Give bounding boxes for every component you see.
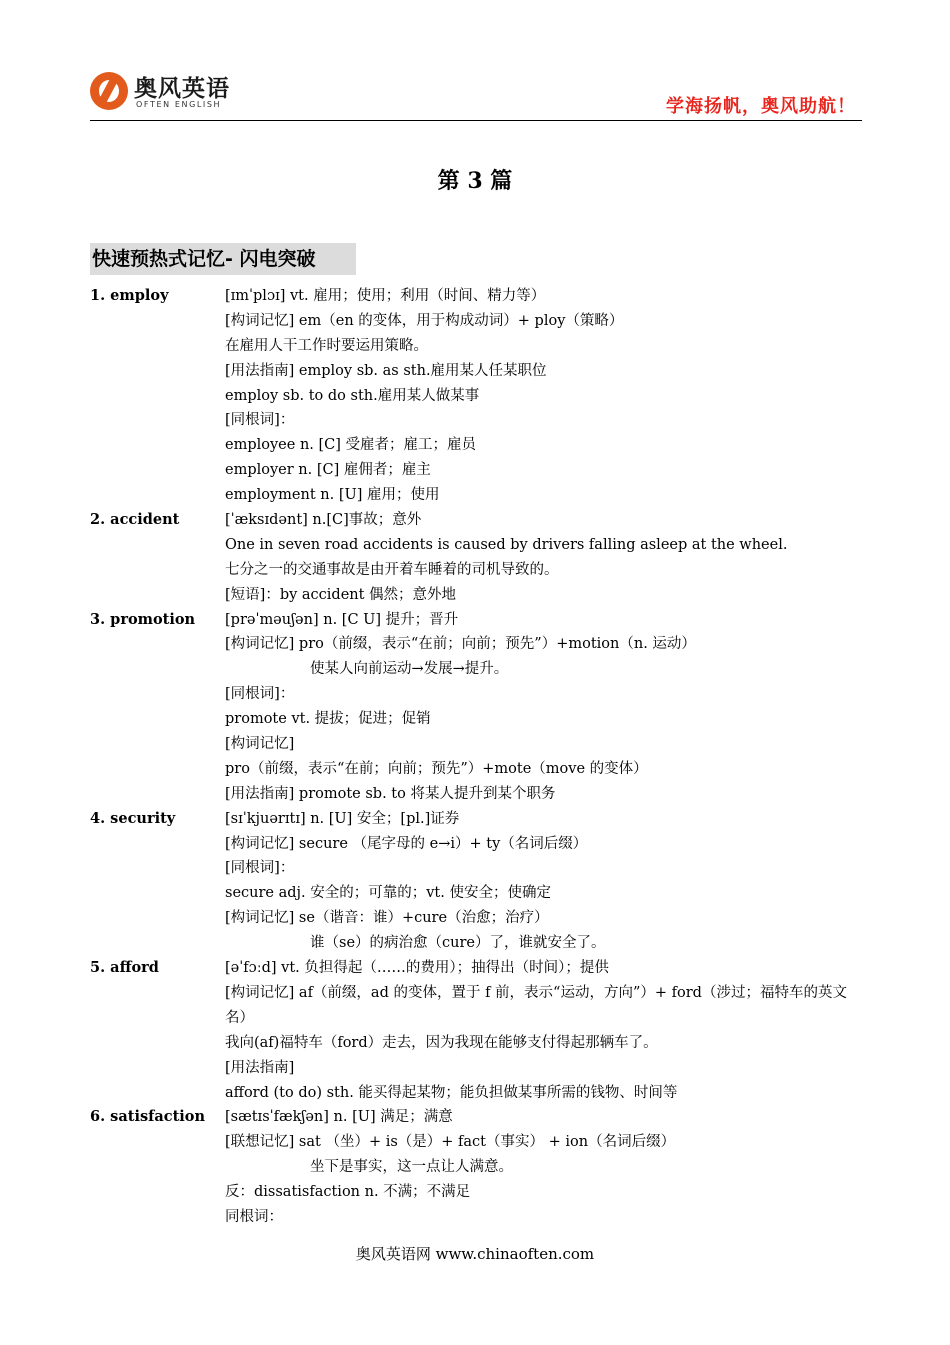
entry-text: 同根词： <box>225 1208 283 1225</box>
entry-text: [同根词]： <box>225 686 295 703</box>
entry-headword: 3. promotion <box>90 610 196 628</box>
entry-line <box>90 533 865 558</box>
logo-name: 奥风英语 <box>134 76 230 102</box>
entry-headword-line <box>90 956 865 981</box>
entry-text: [əˈfɔːd] vt. 负担得起（……的费用）；抽得出（时间）；提供 <box>225 960 609 977</box>
entry-text: [构词记忆] secure （尾字母的 e→i）+ ty（名词后缀） <box>225 835 588 852</box>
entry-headword: 1. employ <box>90 287 169 304</box>
entry-line <box>90 856 865 881</box>
page-title: 第 3 篇 <box>437 168 513 194</box>
entry-line <box>90 881 865 906</box>
entry-line <box>90 732 865 757</box>
entry-text: [构词记忆] af（前缀，ad 的变体，置于 f 前，表示“运动，方向”）+ ford（涉过；福特车的英文名） <box>225 984 847 1026</box>
entry-headword: 4. security <box>90 809 176 827</box>
entry-text: [ˈæksɪdənt] n.[C]事故；意外 <box>225 512 422 529</box>
entry-line <box>90 558 865 583</box>
entry-line <box>90 757 865 782</box>
entry-line <box>90 906 865 931</box>
entry-line <box>90 632 865 657</box>
entry-line <box>90 1056 865 1081</box>
entry-text: secure adj. 安全的；可靠的；vt. 使安全；使确定 <box>225 885 551 902</box>
entry-text: [用法指南] promote sb. to 将某人提升到某个职务 <box>225 785 556 802</box>
entry-text: One in seven road accidents is caused by drivers falling asleep at the wheel. <box>225 536 788 553</box>
entry-text: [构词记忆] <box>225 736 295 753</box>
entry-line <box>90 384 865 409</box>
entry-text: afford (to do) sth. 能买得起某物；能负担做某事所需的钱物、时间等 <box>225 1084 678 1101</box>
entry-headword: 6. satisfaction <box>90 1108 205 1126</box>
vocabulary-list <box>90 284 865 1230</box>
entry-line <box>90 931 865 956</box>
entry-text: [短语]：by accident 偶然；意外地 <box>225 586 457 603</box>
entry-text: [同根词]： <box>225 412 295 429</box>
entry-text: 七分之一的交通事故是由开着车睡着的司机导致的。 <box>225 561 559 578</box>
entry-text: employment n. [U] 雇用；使用 <box>225 487 440 504</box>
entry-line <box>90 782 865 807</box>
entry-line <box>90 981 865 1031</box>
page-footer: 奥风英语网 www.chinaoften.com <box>355 1245 595 1263</box>
entry-line <box>90 1081 865 1106</box>
entry-line <box>90 682 865 707</box>
entry-text: [sætɪsˈfækʃən] n. [U] 满足；满意 <box>225 1109 453 1126</box>
section-heading: 快速预热式记忆- 闪电突破 <box>90 243 356 275</box>
entry-headword-line <box>90 608 865 633</box>
entry-line <box>90 657 865 682</box>
entry-line <box>90 309 865 334</box>
entry-headword-line <box>90 284 865 309</box>
entry-text: [构词记忆] em（en 的变体，用于构成动词）+ ploy（策略） <box>225 312 624 329</box>
entry-text: [用法指南] employ sb. as sth.雇用某人任某职位 <box>225 362 547 379</box>
entry-line <box>90 832 865 857</box>
entry-text: [prəˈməuʃən] n. [C U] 提升；晋升 <box>225 611 459 628</box>
entry-line <box>90 1205 865 1230</box>
entry-headword: 2. accident <box>90 511 180 529</box>
entry-text: 我向(af)福特车（ford）走去，因为我现在能够支付得起那辆车了。 <box>225 1034 658 1051</box>
entry-line <box>90 433 865 458</box>
header-slogan: 学海扬帆，奥风助航！ <box>666 96 856 117</box>
entry-line <box>90 1130 865 1155</box>
entry-text: 反：dissatisfaction n. 不满；不满足 <box>225 1184 471 1201</box>
entry-line <box>90 1031 865 1056</box>
page-header <box>90 66 862 121</box>
entry-text: [同根词]： <box>225 860 295 877</box>
entry-text: [联想记忆] sat （坐）+ is（是）+ fact（事实） + ion（名词后缀） <box>225 1134 676 1151</box>
entry-text: 在雇用人干工作时要运用策略。 <box>225 337 428 354</box>
entry-line <box>90 1155 865 1180</box>
logo-icon <box>90 72 128 110</box>
entry-headword-line <box>90 508 865 533</box>
entry-text: [构词记忆] se（谐音：谁）+cure（治愈；治疗） <box>225 910 549 927</box>
entry-text: employ sb. to do sth.雇用某人做某事 <box>225 387 480 404</box>
entry-text: [sɪˈkjuərɪtɪ] n. [U] 安全；[pl.]证券 <box>225 810 460 827</box>
logo-subtitle: OFTEN ENGLISH <box>136 100 222 109</box>
entry-line <box>90 359 865 384</box>
entry-text: pro（前缀，表示“在前；向前；预先”）+mote（move 的变体） <box>225 760 648 777</box>
entry-line <box>90 408 865 433</box>
logo <box>90 68 250 112</box>
entry-line <box>90 1180 865 1205</box>
entry-line <box>90 583 865 608</box>
entry-line <box>90 334 865 359</box>
entry-text: 谁（se）的病治愈（cure）了，谁就安全了。 <box>310 935 606 952</box>
entry-headword: 5. afford <box>90 959 159 977</box>
entry-headword-line <box>90 1105 865 1130</box>
entry-text: 使某人向前运动→发展→提升。 <box>310 661 509 678</box>
entry-text: [构词记忆] pro（前缀，表示“在前；向前；预先”）+motion（n. 运动） <box>225 636 696 653</box>
entry-text: [用法指南] <box>225 1059 295 1076</box>
entry-text: 坐下是事实，这一点让人满意。 <box>310 1159 513 1176</box>
entry-text: employee n. [C] 受雇者；雇工；雇员 <box>225 437 477 454</box>
entry-text: employer n. [C] 雇佣者；雇主 <box>225 462 431 479</box>
entry-headword-line <box>90 807 865 832</box>
entry-line <box>90 458 865 483</box>
entry-text: promote vt. 提拔；促进；促销 <box>225 711 431 728</box>
entry-text: [ɪmˈplɔɪ] vt. 雇用；使用；利用（时间、精力等） <box>225 288 546 304</box>
entry-line <box>90 483 865 508</box>
entry-line <box>90 707 865 732</box>
